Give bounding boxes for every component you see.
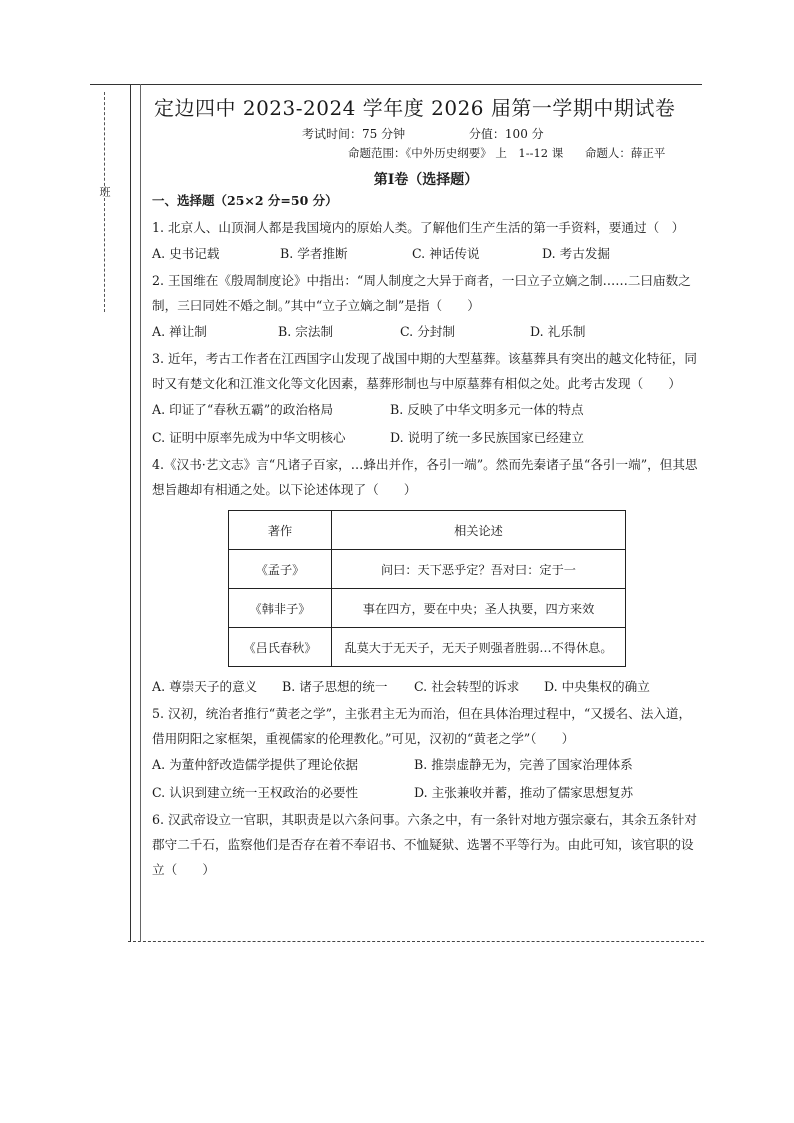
table-cell: 《韩非子》 (229, 589, 332, 628)
top-border-line (90, 84, 702, 85)
question-5-options-row-2 (152, 779, 700, 807)
question-1-stem: 1. 北京人、山顶洞人都是我国境内的原始人类。了解他们生产生活的第一手资料，要通过（ ） (152, 220, 685, 235)
option: C. 神话传说 (412, 246, 480, 261)
table-cell: 事在四方，要在中央；圣人执要，四方来效 (332, 589, 626, 628)
option: C. 证明中原率先成为中华文明核心 (152, 430, 346, 445)
question-5-stem: 5. 汉初，统治者推行“黄老之学”，主张君主无为而治，但在具体治理过程中，“又援名、法入道，借用阴阳之家框架，重视儒家的伦理教化。”可见，汉初的“黄老之学”（ ） (152, 706, 692, 746)
table-cell: 《孟子》 (229, 550, 332, 589)
table-row (229, 589, 626, 628)
option: A. 印证了“春秋五霸”的政治格局 (152, 402, 334, 417)
bottom-border-line (128, 941, 704, 942)
table-cell: 问曰：天下恶乎定？吾对曰：定于一 (332, 550, 626, 589)
option: D. 考古发掘 (542, 246, 611, 261)
exam-score: 分值：100 分 (468, 127, 544, 141)
question-1-options (152, 240, 700, 268)
table-header-row (229, 511, 626, 550)
exam-meta-row-2 (348, 145, 700, 165)
question-5-options-row-1 (152, 751, 700, 779)
option: A. 禅让制 (152, 324, 207, 339)
option: C. 社会转型的诉求 (414, 679, 520, 694)
option: B. 学者推断 (280, 246, 348, 261)
question-4-options (152, 673, 700, 701)
exam-scope: 命题范围：《中外历史纲要》 上 1--12 课 (348, 146, 564, 160)
option: D. 中央集权的确立 (544, 679, 650, 694)
question-3-options-row-2 (152, 424, 700, 452)
margin-line-outer (130, 84, 131, 942)
volume-title: 第Ⅰ卷（选择题） (373, 172, 479, 188)
exam-meta-row-1 (302, 125, 700, 145)
question-3-options-row-1 (152, 396, 700, 424)
option: D. 礼乐制 (530, 324, 586, 339)
question-2-options (152, 318, 700, 346)
table-row (229, 628, 626, 667)
table-header-work: 著作 (229, 511, 332, 550)
exam-content (152, 92, 700, 882)
option: B. 宗法制 (278, 324, 334, 339)
margin-line-inner (140, 84, 141, 942)
option: A. 为董仲舒改造儒学提供了理论依据 (152, 757, 359, 772)
question-4-table-wrap (228, 510, 700, 667)
option: A. 史书记载 (152, 246, 220, 261)
section-title: 一、选择题（25×2 分=50 分） (152, 193, 338, 208)
option: D. 主张兼收并蓄，推动了儒家思想复苏 (414, 785, 634, 800)
option: C. 分封制 (400, 324, 455, 339)
question-2-stem: 2. 王国维在《殷周制度论》中指出：“周人制度之大异于商者，一曰立子立嫡之制……二曰庙数之制，三曰同姓不婚之制。”其中“立子立嫡之制”是指（ ） (152, 273, 691, 313)
table-header-statement: 相关论述 (332, 511, 626, 550)
option: A. 尊崇天子的意义 (152, 679, 258, 694)
table-cell: 《吕氏春秋》 (229, 628, 332, 667)
option: B. 反映了中华文明多元一体的特点 (390, 402, 584, 417)
exam-author: 命题人：薛正平 (584, 146, 666, 160)
option: C. 认识到建立统一王权政治的必要性 (152, 785, 359, 800)
option: B. 推崇虚静无为，完善了国家治理体系 (414, 757, 633, 772)
exam-title: 定边四中 2023-2024 学年度 2026 届第一学期中期试卷 (154, 96, 676, 120)
table-row (229, 550, 626, 589)
exam-time: 考试时间：75 分钟 (302, 127, 406, 141)
binding-margin-label: 班 (98, 186, 111, 197)
question-4-table (228, 510, 626, 667)
option: D. 说明了统一多民族国家已经建立 (390, 430, 584, 445)
question-4-stem: 4.《汉书·艺文志》言“凡诸子百家，…蜂出并作，各引一端”。然而先秦诸子虽“各引一端”，但其思想旨趣却有相通之处。以下论述体现了（ ） (152, 457, 698, 497)
question-3-stem: 3. 近年，考古工作者在江西国字山发现了战国中期的大型墓葬。该墓葬具有突出的越文化特征，同时又有楚文化和江淮文化等文化因素，墓葬形制也与中原墓葬有相似之处。此考古发现（ ） (152, 351, 697, 391)
option: B. 诸子思想的统一 (282, 679, 388, 694)
question-6-stem: 6. 汉武帝设立一官职，其职责是以六条问事。六条之中，有一条针对地方强宗豪右，其余五条针对郡守二千石，监察他们是否存在着不奉诏书、不恤疑狱、选署不平等行为。由此可知，该官职的设立（ ） (152, 812, 697, 877)
table-cell: 乱莫大于无天子，无天子则强者胜弱…不得休息。 (332, 628, 626, 667)
binding-dashed-line (104, 92, 105, 312)
